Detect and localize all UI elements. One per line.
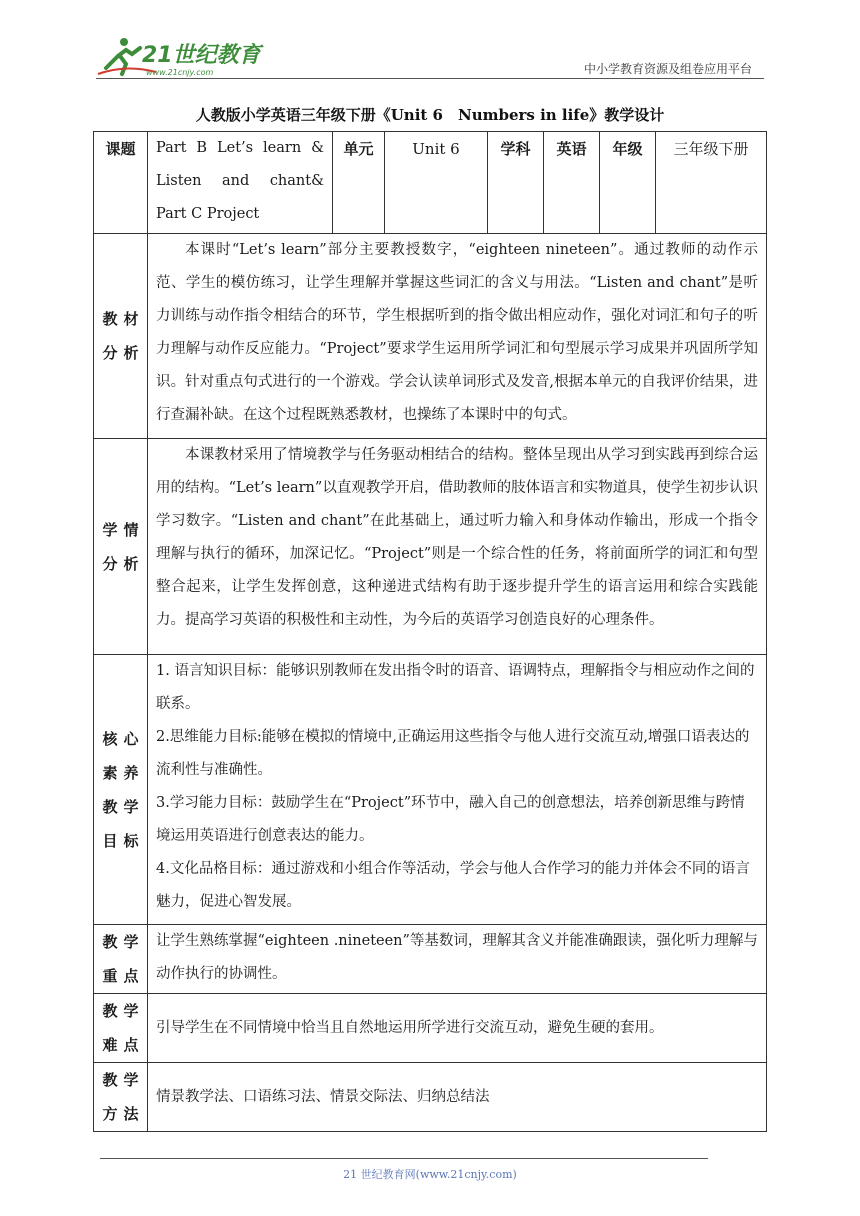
goals-label: 核心素养教学目标 xyxy=(94,655,148,925)
subject-label: 学科 xyxy=(488,132,544,234)
key-point-content: 让学生熟练掌握“eighteen .nineteen”等基数词，理解其含义并能准确跟读，强化听力理解与动作执行的协调性。 xyxy=(148,925,767,994)
goal-learning: 3.学习能力目标：鼓励学生在“Project”环节中，融入自己的创意想法，培养创新思维与跨情境运用英语进行创意表达的能力。 xyxy=(156,795,745,844)
method-label: 教学方法 xyxy=(94,1063,148,1132)
document-title: 人教版小学英语三年级下册《Unit 6 Numbers in life》教学设计 xyxy=(195,106,665,124)
learner-row xyxy=(94,439,767,655)
difficulty-content: 引导学生在不同情境中恰当且自然地运用所学进行交流互动，避免生硬的套用。 xyxy=(148,994,767,1063)
material-row xyxy=(94,234,767,439)
key-point-label: 教学重点 xyxy=(94,925,148,994)
svg-text:www.21cnjy.com: www.21cnjy.com xyxy=(146,68,214,77)
grade-value: 三年级下册 xyxy=(656,132,767,234)
learner-paragraph: 本课教材采用了情境教学与任务驱动相结合的结构。整体呈现出从学习到实践再到综合运用的结构。“Let’s learn”以直观教学开启，借助教师的肢体语言和实物道具，使学生初步认识学习数字。“Listen and chant”在此基础上，通过听力输入和身体动作输出，形成一个指令理解与执行的循环，加深记忆。“Project”则是一个综合性的任务，将前面所学的词汇和句型整合起来，让学生发挥创意，这种递进式结构有助于逐步提升学生的语言运用和综合实践能力。提高学习英语的积极性和主动性，为今后的英语学习创造良好的心理条件。 xyxy=(156,447,758,628)
brand-logo xyxy=(96,34,266,78)
topic-value: Part B Let’s learn & Listen and chant& Part C Project xyxy=(148,132,333,234)
footer-link[interactable]: 21 世纪教育网(www.21cnjy.com) xyxy=(343,1168,517,1181)
info-row xyxy=(94,132,767,234)
difficulty-row xyxy=(94,994,767,1063)
goals-content xyxy=(148,655,767,925)
subject-value: 英语 xyxy=(544,132,600,234)
page-header xyxy=(96,34,764,78)
goals-row xyxy=(94,655,767,925)
difficulty-label: 教学难点 xyxy=(94,994,148,1063)
method-row xyxy=(94,1063,767,1132)
lesson-plan-table xyxy=(93,131,767,1132)
footer-divider xyxy=(100,1158,708,1159)
unit-label: 单元 xyxy=(333,132,385,234)
topic-label: 课题 xyxy=(94,132,148,234)
material-content xyxy=(148,234,767,439)
unit-value: Unit 6 xyxy=(385,132,488,234)
goal-language: 1. 语言知识目标：能够识别教师在发出指令时的语音、语调特点，理解指令与相应动作之间的联系。 xyxy=(156,663,755,712)
method-content: 情景教学法、口语练习法、情景交际法、归纳总结法 xyxy=(148,1063,767,1132)
svg-text:21世纪教育: 21世纪教育 xyxy=(142,43,261,68)
grade-label: 年级 xyxy=(600,132,656,234)
goal-thinking: 2.思维能力目标:能够在模拟的情境中,正确运用这些指令与他人进行交流互动,增强口语表达的流利性与准确性。 xyxy=(156,729,750,778)
learner-label: 学情分析 xyxy=(94,439,148,655)
key-point-row xyxy=(94,925,767,994)
material-paragraph: 本课时“Let’s learn”部分主要教授数字，“eighteen nineteen”。通过教师的动作示范、学生的模仿练习，让学生理解并掌握这些词汇的含义与用法。“Listen and chant”是听力训练与动作指令相结合的环节，学生根据听到的指令做出相应动作，强化对词汇和句子的听力理解与动作反应能力。“Project”要求学生运用所学词汇和句型展示学习成果并巩固所学知识。针对重点句式进行的一个游戏。学会认读单词形式及发音,根据本单元的自我评价结果，进行查漏补缺。在这个过程既熟悉教材，也操练了本课时中的句式。 xyxy=(156,242,758,423)
header-divider xyxy=(96,78,764,79)
material-label: 教材分析 xyxy=(94,234,148,439)
runner-icon xyxy=(96,34,266,78)
platform-name: 中小学教育资源及组卷应用平台 xyxy=(583,62,752,76)
learner-content xyxy=(148,439,767,655)
goal-culture: 4.文化品格目标：通过游戏和小组合作等活动，学会与他人合作学习的能力并体会不同的语言魅力，促进心智发展。 xyxy=(156,861,750,910)
